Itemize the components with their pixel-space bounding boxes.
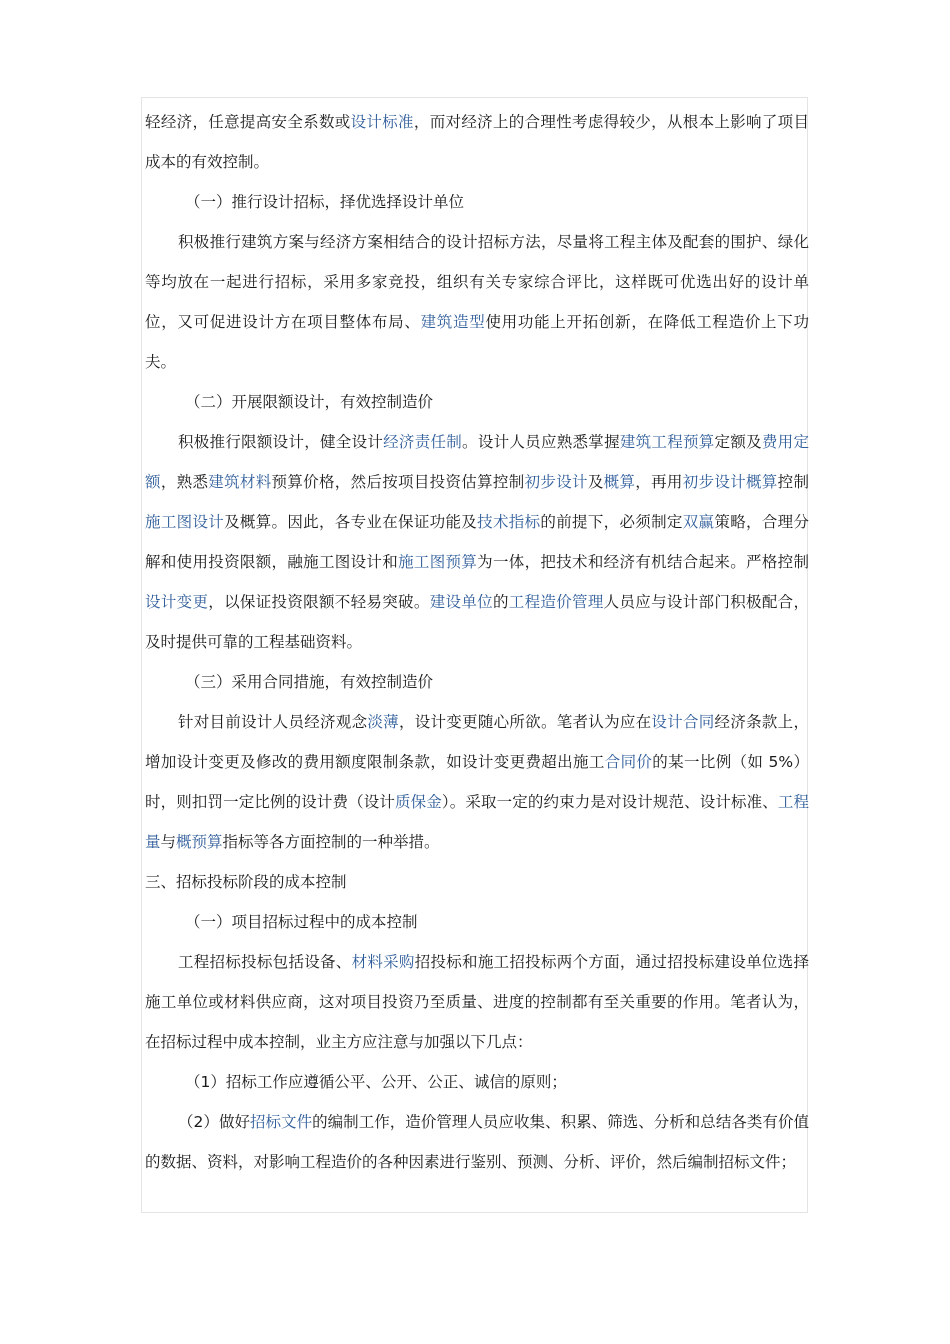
term-link[interactable]: 概预算 [176,833,223,851]
text-run: （2）做好 [178,1113,250,1131]
text-run: 经济条款上，增加设计变更及修改的费用额度限制条款，如设计变更费超出施工 [145,713,809,771]
text-run: 的编制工作，造价管理人员应收集、积累、筛选、分析和总结各类有价值的数据、资料，对影响工程造价的各种因素进行鉴别、预测、分析、评价，然后编制招标文件； [145,1113,809,1171]
term-link[interactable]: 建筑工程预算 [619,433,715,451]
term-link[interactable]: 工程量 [145,793,809,851]
text-run: 三、招标投标阶段的成本控制 [145,873,347,891]
term-link[interactable]: 双赢 [682,513,715,531]
text-run: 预算价格，然后按项目投资估算控制 [271,473,525,491]
text-run: 策略，合理分解和使用投资限额，融施工图设计和 [145,513,809,571]
document-body [145,102,809,1182]
text-run: ，熟悉 [160,473,209,491]
paragraph [145,102,809,182]
text-run: ，以保证投资限额不轻易突破。 [208,593,430,611]
text-run: （1）招标工作应遵循公平、公开、公正、诚信的原则； [185,1073,567,1091]
term-link[interactable]: 技术指标 [477,513,541,531]
term-link[interactable]: 设计合同 [651,713,715,731]
text-run: 及 [587,473,604,491]
text-run: 定额及 [714,433,762,451]
paragraph [145,942,809,1062]
text-run: ，设计变更随心所欲。笔者认为应在 [398,713,652,731]
text-run: （一）项目招标过程中的成本控制 [185,913,418,931]
text-run: 为一体，把技术和经济有机结合起来。严格控制 [477,553,809,571]
term-link[interactable]: 工程造价管理 [508,593,604,611]
paragraph [145,422,809,662]
section-heading [145,1062,809,1102]
term-link[interactable]: 淡薄 [367,713,399,731]
text-run: 与 [160,833,177,851]
text-run: 及概算。因此，各专业在保证功能及 [224,513,478,531]
paragraph [145,862,809,902]
text-run: 的前提下，必须制定 [540,513,683,531]
paragraph [145,222,809,382]
term-link[interactable]: 经济责任制 [383,433,463,451]
text-run: （三）采用合同措施，有效控制造价 [185,673,434,691]
term-link[interactable]: 费用定额 [145,433,809,491]
text-run: 人员应与设计部门积极配合，及时提供可靠的工程基础资料。 [145,593,809,651]
term-link[interactable]: 施工图预算 [398,553,478,571]
term-link[interactable]: 施工图设计 [145,513,225,531]
section-heading [145,182,809,222]
text-run: 控制 [777,473,809,491]
text-run: 的 [492,593,509,611]
term-link[interactable]: 初步设计概算 [682,473,778,491]
term-link[interactable]: 设计变更 [145,593,209,611]
text-run: 的某一比例（如 5%）时，则扣罚一定比例的设计费（设计 [145,753,809,811]
text-run: 。设计人员应熟悉掌握 [462,433,620,451]
text-run: 工程招标投标包括设备、 [178,953,352,971]
section-heading [145,382,809,422]
text-run: （二）开展限额设计，有效控制造价 [185,393,434,411]
text-run: 积极推行建筑方案与经济方案相结合的设计招标方法，尽量将工程主体及配套的围护、绿化等均放在一起进行招标，采用多家竞投，组织有关专家综合评比，这样既可优选出好的设计单位，又可促进设计方在项目整体布局、 [145,233,809,331]
text-run: 招投标和施工招投标两个方面，通过招投标建设单位选择施工单位或材料供应商，这对项目投资乃至质量、进度的控制都有至关重要的作用。笔者认为，在招标过程中成本控制，业主方应注意与加强以下几点： [145,953,809,1051]
text-run: 积极推行限额设计，健全设计 [178,433,384,451]
term-link[interactable]: 建筑造型 [420,313,486,331]
term-link[interactable]: 质保金 [394,793,442,811]
text-run: ，再用 [635,473,683,491]
text-run: 使用功能上开拓创新，在降低工程造价上下功夫。 [145,313,809,371]
section-heading [145,902,809,942]
term-link[interactable]: 初步设计 [524,473,588,491]
term-link[interactable]: 设计标准 [350,113,414,131]
term-link[interactable]: 建设单位 [429,593,493,611]
paragraph [145,1102,809,1182]
text-run: 指标等各方面控制的一种举措。 [222,833,440,851]
text-run: ，而对经济上的合理性考虑得较少，从根本上影响了项目成本的有效控制。 [145,113,809,171]
text-run: 针对目前设计人员经济观念 [178,713,368,731]
term-link[interactable]: 材料采购 [351,953,415,971]
text-run: （一）推行设计招标，择优选择设计单位 [185,193,465,211]
term-link[interactable]: 建筑材料 [208,473,272,491]
text-run: 轻经济，任意提高安全系数或 [145,113,351,131]
term-link[interactable]: 合同价 [604,753,653,771]
paragraph [145,702,809,862]
term-link[interactable]: 招标文件 [250,1113,313,1131]
section-heading [145,662,809,702]
text-run: ）。采取一定的约束力是对设计规范、设计标准、 [441,793,778,811]
term-link[interactable]: 概算 [603,473,636,491]
